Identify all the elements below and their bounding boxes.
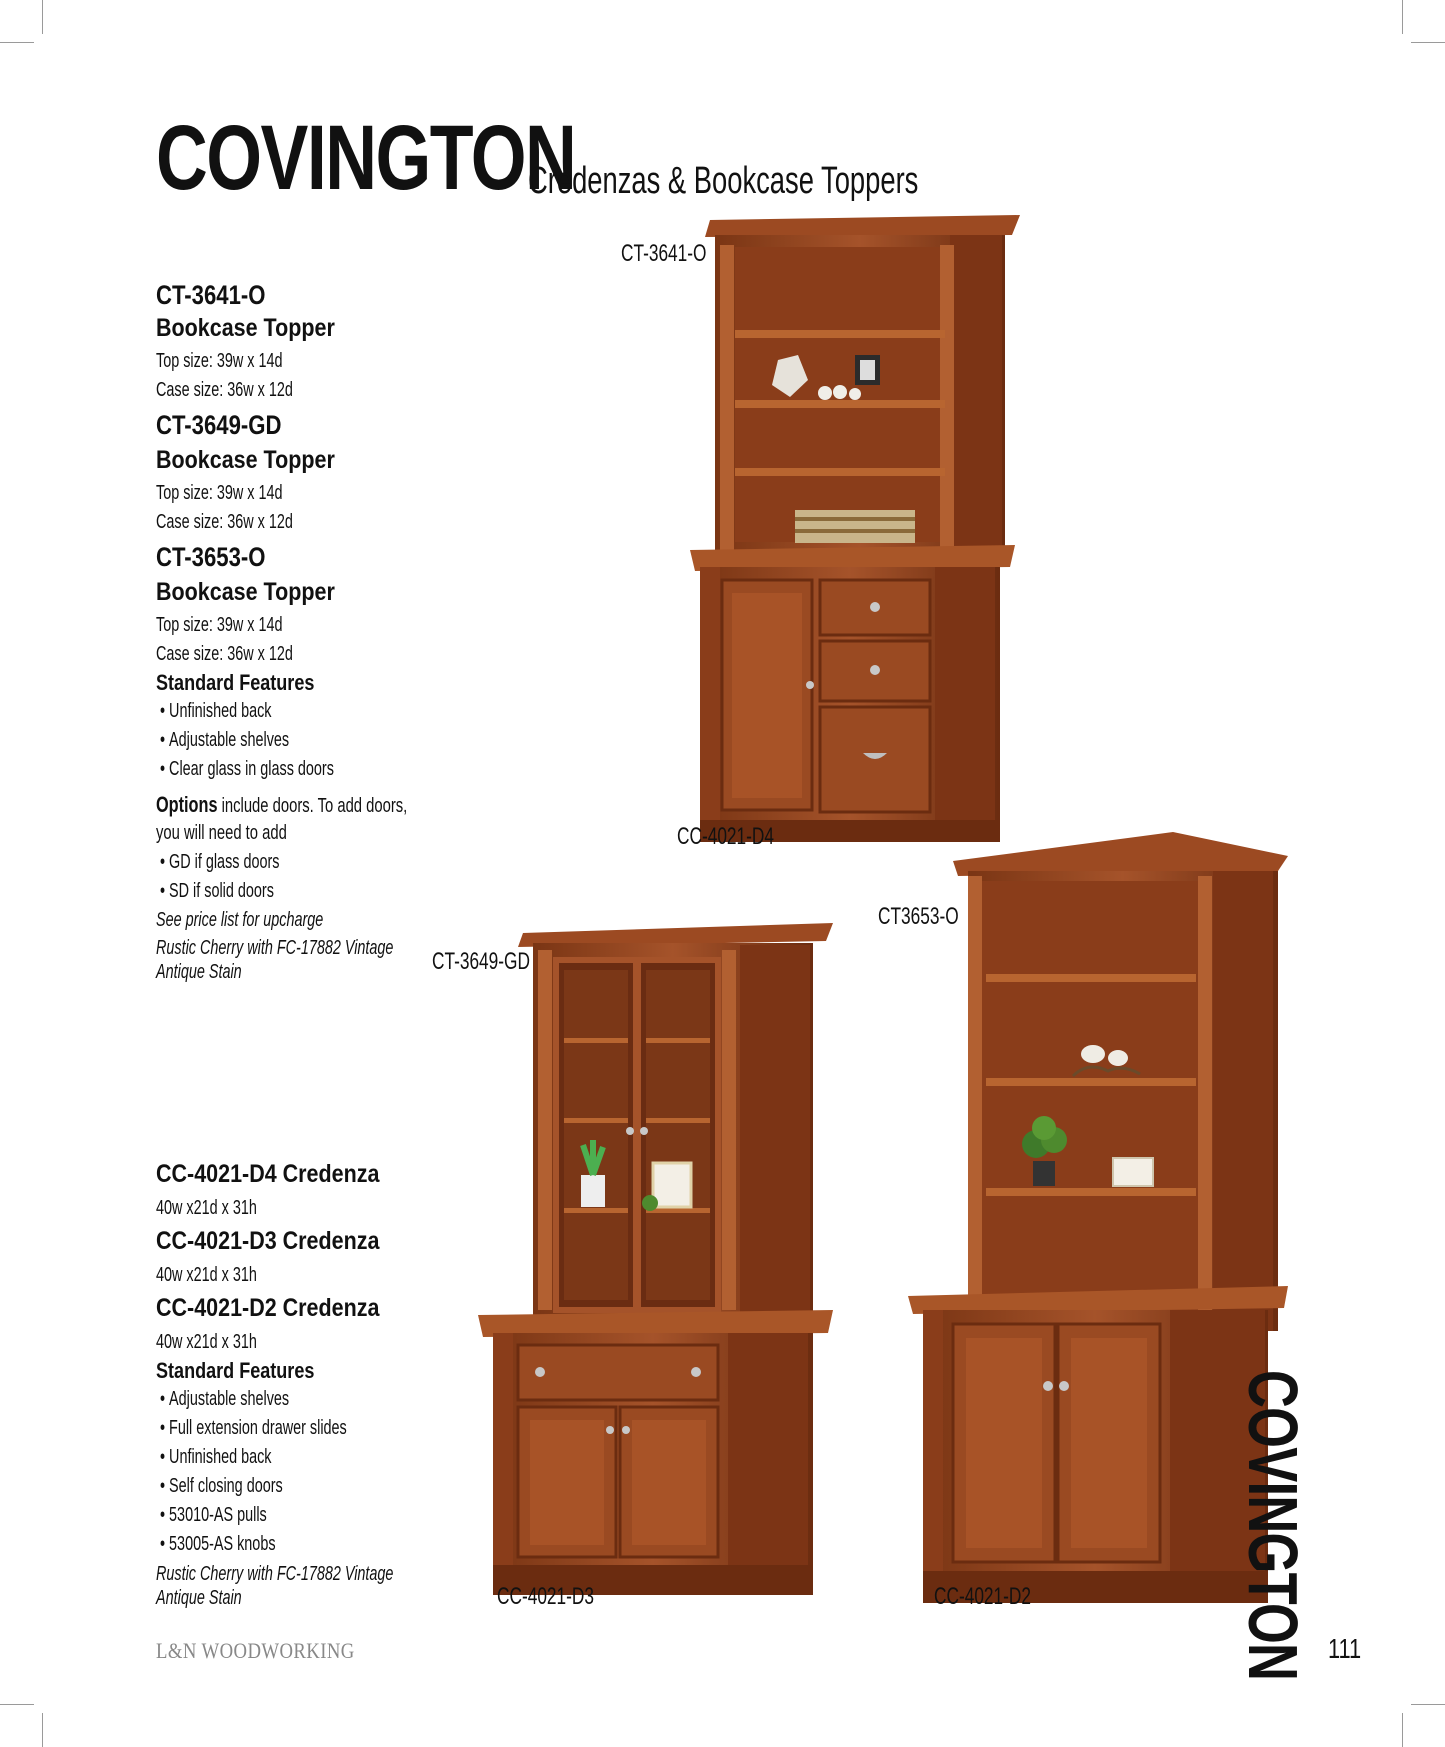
- product-name: Bookcase Topper: [156, 578, 335, 606]
- crop-mark: [1402, 1713, 1403, 1747]
- feature-item: • Unfinished back: [156, 700, 272, 722]
- features-heading: Standard Features: [156, 670, 315, 695]
- photo-label: CT-3649-GD: [432, 948, 530, 975]
- finish-line: Rustic Cherry with FC-17882 Vintage: [156, 1563, 394, 1585]
- feature-item: • Self closing doors: [156, 1475, 283, 1497]
- feature-item: • 53010-AS pulls: [156, 1504, 267, 1526]
- credenza-size: 40w x21d x 31h: [156, 1197, 257, 1219]
- ct-3641-o-photo: [660, 205, 1026, 855]
- features-heading: Standard Features: [156, 1358, 315, 1383]
- crop-mark: [42, 1713, 43, 1747]
- photo-label: CC-4021-D4: [677, 823, 774, 850]
- option-text: SD if solid doors: [169, 880, 274, 902]
- feature-item: • Clear glass in glass doors: [156, 758, 334, 780]
- finish-line: Rustic Cherry with FC-17882 Vintage: [156, 937, 394, 959]
- case-size: Case size: 36w x 12d: [156, 379, 293, 401]
- feature-item: • Full extension drawer slides: [156, 1417, 347, 1439]
- crop-mark: [1411, 1704, 1445, 1705]
- credenza-name: CC-4021-D4 Credenza: [156, 1160, 380, 1188]
- feature-text: Adjustable shelves: [169, 1388, 290, 1410]
- feature-item: • Unfinished back: [156, 1446, 272, 1468]
- product-code: CT-3641-O: [156, 280, 266, 310]
- finish-line: Antique Stain: [156, 961, 242, 983]
- case-size: Case size: 36w x 12d: [156, 511, 293, 533]
- feature-text: 53005-AS knobs: [169, 1533, 276, 1555]
- crop-mark: [0, 1704, 34, 1705]
- crop-mark: [1402, 0, 1403, 34]
- feature-text: 53010-AS pulls: [169, 1504, 267, 1526]
- feature-text: Unfinished back: [169, 1446, 272, 1468]
- feature-item: • Adjustable shelves: [156, 1388, 290, 1410]
- feature-item: • Adjustable shelves: [156, 729, 290, 751]
- feature-text: Unfinished back: [169, 700, 272, 722]
- topper-specs: [156, 282, 456, 986]
- option-item: • SD if solid doors: [156, 880, 274, 902]
- page-title: COVINGTON: [156, 107, 576, 209]
- top-size: Top size: 39w x 14d: [156, 614, 283, 636]
- top-size: Top size: 39w x 14d: [156, 482, 283, 504]
- finish-line: Antique Stain: [156, 1587, 242, 1609]
- ct-3649-gd-photo: [478, 905, 838, 1605]
- options-label: Options: [156, 792, 218, 817]
- page-number: 111: [1328, 1633, 1362, 1664]
- brand-logo-text: L&N WOODWORKING: [156, 1638, 355, 1663]
- options-line-2: you will need to add: [156, 822, 287, 844]
- credenza-name: CC-4021-D2 Credenza: [156, 1294, 380, 1322]
- feature-text: Adjustable shelves: [169, 729, 290, 751]
- credenza-name: CC-4021-D3 Credenza: [156, 1227, 380, 1255]
- option-text: GD if glass doors: [169, 851, 280, 873]
- feature-text: Full extension drawer slides: [169, 1417, 347, 1439]
- credenza-size: 40w x21d x 31h: [156, 1331, 257, 1353]
- photo-label: CC-4021-D2: [934, 1583, 1031, 1610]
- feature-item: • 53005-AS knobs: [156, 1533, 276, 1555]
- photo-label: CT3653-O: [878, 903, 959, 930]
- case-size: Case size: 36w x 12d: [156, 643, 293, 665]
- ct3653-o-photo: [908, 826, 1290, 1608]
- crop-mark: [1411, 42, 1445, 43]
- options-line: [156, 792, 408, 823]
- options-text: include doors. To add doors,: [217, 795, 408, 817]
- crop-mark: [42, 0, 43, 34]
- feature-text: Self closing doors: [169, 1475, 283, 1497]
- photo-label: CC-4021-D3: [497, 1583, 594, 1610]
- photo-label: CT-3641-O: [621, 240, 707, 267]
- side-tab: COVINGTON: [1234, 1370, 1312, 1681]
- credenza-size: 40w x21d x 31h: [156, 1264, 257, 1286]
- crop-mark: [0, 42, 34, 43]
- upcharge-note: See price list for upcharge: [156, 909, 324, 931]
- top-size: Top size: 39w x 14d: [156, 350, 283, 372]
- credenza-specs: [156, 1162, 456, 1612]
- product-code: CT-3649-GD: [156, 410, 282, 440]
- page-subtitle: Credenzas & Bookcase Toppers: [528, 160, 919, 202]
- product-name: Bookcase Topper: [156, 446, 335, 474]
- option-item: • GD if glass doors: [156, 851, 280, 873]
- product-name: Bookcase Topper: [156, 314, 335, 342]
- feature-text: Clear glass in glass doors: [169, 758, 334, 780]
- product-code: CT-3653-O: [156, 542, 266, 572]
